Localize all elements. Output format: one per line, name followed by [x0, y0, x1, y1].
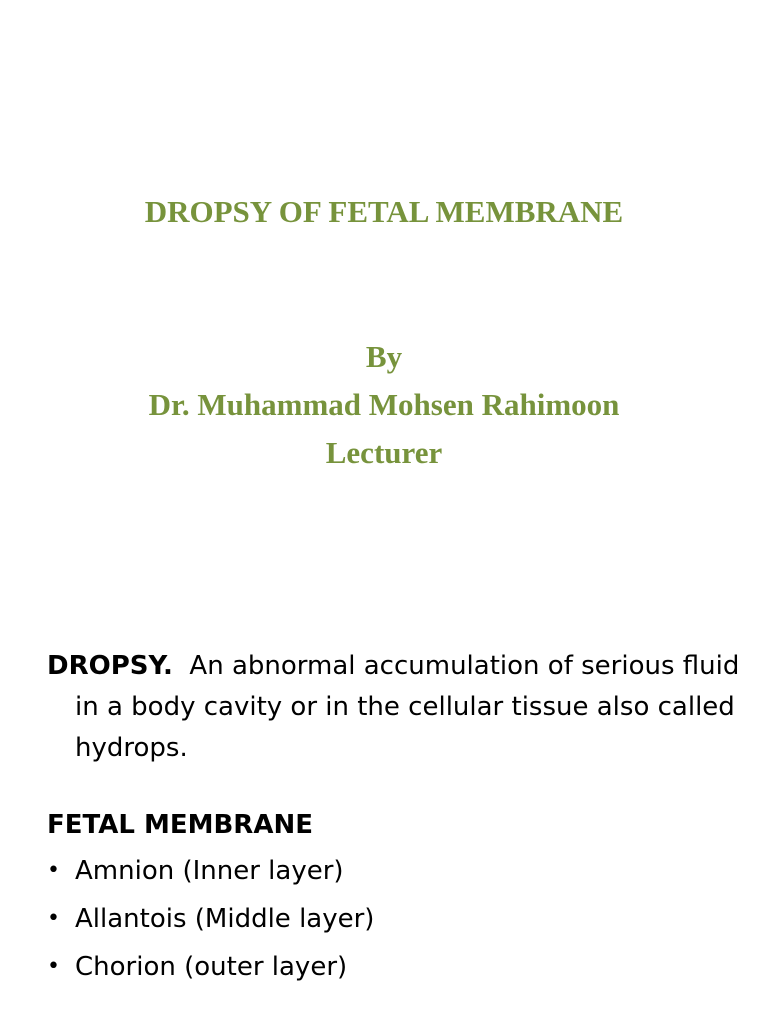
slide-title: DROPSY OF FETAL MEMBRANE — [144, 194, 624, 229]
list-item — [47, 895, 747, 943]
section-heading: FETAL MEMBRANE — [47, 810, 313, 840]
list-item-text: Chorion (outer layer) — [75, 952, 348, 982]
slide-body — [47, 646, 747, 991]
list-item-text: Amnion (Inner layer) — [75, 856, 344, 886]
author-block — [0, 333, 768, 477]
list-item — [47, 943, 747, 991]
bullet-icon: • — [47, 906, 60, 931]
bullet-icon: • — [47, 858, 60, 883]
membrane-list — [47, 847, 747, 991]
list-item — [47, 847, 747, 895]
author-role: Lecturer — [325, 435, 443, 470]
bullet-icon: • — [47, 954, 60, 979]
list-item-text: Allantois (Middle layer) — [75, 904, 375, 934]
byline-by: By — [365, 339, 403, 374]
definition-paragraph — [47, 646, 747, 769]
definition-text: An abnormal accumulation of serious fluid in a body cavity or in the cellular tissue also called hydrops. — [75, 651, 740, 763]
author-name: Dr. Muhammad Mohsen Rahimoon — [148, 387, 620, 422]
definition-term: DROPSY. — [47, 651, 173, 681]
